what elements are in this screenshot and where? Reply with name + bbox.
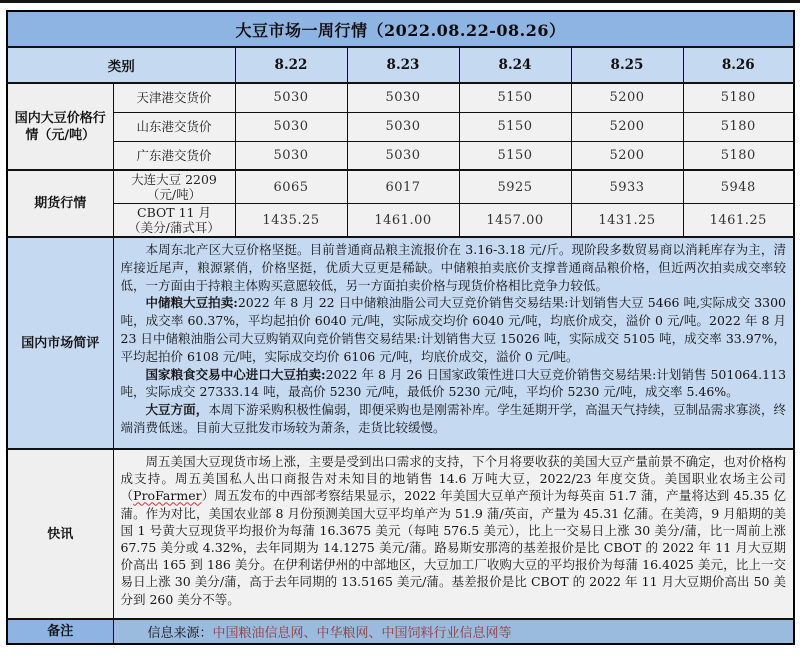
review-paragraph-lead: 大豆方面， [145, 402, 209, 418]
section-label-news: 快讯 [7, 449, 113, 619]
futures-name-line2: （元/吨） [146, 187, 202, 202]
profarmer-spellcheck-word: ProFarmer [133, 488, 202, 504]
row-label-cbot-november [113, 204, 235, 238]
row-label-tianjin-port: 天津港交货价 [113, 83, 235, 112]
report-title: 大豆市场一周行情（2022.08.22-08.26） [7, 11, 794, 47]
review-paragraph-text: 2022 年 8 月 22 日中储粮油脂公司大豆竞价销售交易结果:计划销售大豆 5466 吨,实际成交 3300 吨，成交率 60.37%，平均起拍价 6040 元/吨，实际成交均价 6040 元/吨，均底价成交，溢价 0 元/吨。2022 年 8 月 23 日中储粮油脂公司大豆购销双向竞价销售交易结果:计划销售大豆 15026 吨，实际成交 5105 吨，成交率 33.97%，平均起拍价 6108 元/吨，实际成交均价 6106 元/吨，均底价成交，溢价 0 元/吨。 [120, 295, 787, 364]
window-top-edge [0, 0, 800, 3]
price-cell: 5030 [347, 141, 459, 170]
review-paragraph [121, 366, 787, 402]
review-paragraph-text: 本周下游采购积极性偏弱，即便采购也是刚需补库。学生延期开学，高温天气持续，豆制品需求寡淡，终端消费低迷。目前大豆批发市场较为萧条，走货比较缓慢。 [120, 402, 787, 435]
review-paragraph-lead: 国家粮食交易中心进口大豆拍卖: [145, 366, 326, 382]
price-cell: 5150 [459, 112, 571, 141]
price-cell: 1435.25 [235, 204, 347, 238]
market-review-body [113, 237, 794, 449]
price-cell: 5030 [235, 112, 347, 141]
price-cell: 5150 [459, 83, 571, 112]
news-body [113, 449, 794, 619]
section-label-remark: 备注 [7, 619, 113, 644]
row-label-guangdong-port: 广东港交货价 [113, 141, 235, 170]
review-paragraph [121, 294, 787, 365]
price-cell: 5180 [683, 83, 794, 112]
remark-source-text: 中国粮油信息网、中华粮网、中国饲料行业信息网等 [212, 626, 512, 641]
review-paragraph [121, 401, 787, 437]
soybean-weekly-report-table [6, 10, 795, 645]
section-label-market-review: 国内市场简评 [7, 237, 113, 449]
price-cell: 5200 [571, 112, 683, 141]
review-paragraph-lead: 中储粮大豆拍卖: [145, 295, 238, 311]
price-cell: 5030 [347, 112, 459, 141]
price-cell: 6017 [347, 170, 459, 204]
futures-name-line1: 大连大豆 2209 [131, 172, 217, 187]
price-cell: 1461.00 [347, 204, 459, 238]
price-cell: 6065 [235, 170, 347, 204]
news-text-part2: ）周五发布的中西部考察结果显示，2022 年美国大豆单产预计为每英亩 51.7 蒲，产量将达到 45.35 亿蒲。作为对比，美国农业部 8 月份预测美国大豆平均单产为 51.9 蒲/英亩，产量为 45.31 亿蒲。在美湾，9 月船期的美国 1 号黄大豆现货平均报价为每蒲 16.3675 美元（每吨 576.5 美元），比上一交易日上涨 30 美分/蒲，比一周前上涨 67.75 美分或 4.32%，去年同期为 14.1275 美元/蒲。路易斯安那湾的基差报价是比 CBOT 的 2022 年 11 月大豆期价高出 165 到 186 美分。在伊利诺伊州的中部地区，大豆加工厂收购大豆的平均报价为每蒲 16.4025 美元，比上一交易日上涨 30 美分/蒲，高于去年同期的 13.5165 美元/蒲。基差报价是比 CBOT 的 2022 年 11 月大豆期价高出 50 美分到 260 美分不等。 [120, 488, 787, 607]
remark-body [113, 619, 794, 644]
row-label-shandong-port: 山东港交货价 [113, 112, 235, 141]
price-cell: 1461.25 [683, 204, 794, 238]
column-header-date-2: 8.23 [347, 47, 459, 83]
column-header-date-3: 8.24 [459, 47, 571, 83]
review-paragraph-text: 本周东北产区大豆价格坚挺。目前普通商品粮主流报价在 3.16-3.18 元/斤。现阶段多数贸易商以消耗库存为主，清库接近尾声，粮源紧俏，价格坚挺，优质大豆更是稀缺。中储粮拍卖底价支撑普通商品粮价格，但近两次拍卖成交率较低，一方面由于持粮主体购买意愿较低，另一方面拍卖价格与现货价格相比竞争力较低。 [120, 242, 787, 293]
futures-name-line1: CBOT 11 月 [137, 205, 211, 220]
column-header-date-1: 8.22 [235, 47, 347, 83]
review-paragraph [121, 241, 787, 294]
remark-source-prefix: 信息来源： [147, 626, 213, 641]
price-cell: 5925 [459, 170, 571, 204]
row-group-label-futures: 期货行情 [7, 170, 113, 237]
price-cell: 1431.25 [571, 204, 683, 238]
price-cell: 5030 [235, 141, 347, 170]
row-label-dalian-soybean-2209 [113, 170, 235, 204]
price-cell: 5150 [459, 141, 571, 170]
row-group-label-domestic-prices: 国内大豆价格行情（元/吨） [7, 83, 113, 170]
price-cell: 5030 [347, 83, 459, 112]
column-header-category: 类别 [7, 47, 235, 83]
price-cell: 5200 [571, 141, 683, 170]
price-cell: 5180 [683, 112, 794, 141]
review-paragraph-text: 2022 年 8 月 26 日国家政策性进口大豆竞价销售交易结果:计划销售 501064.113 吨，实际成交 27333.14 吨，最高价 5230 元/吨，最低价 5230 元/吨，平均价 5230 元/吨，成交率 5.46%。 [120, 366, 787, 400]
column-header-date-5: 8.26 [683, 47, 794, 83]
futures-name-line2: （美分/蒲式耳） [128, 220, 220, 235]
news-paragraph [121, 453, 787, 608]
price-cell: 5030 [235, 83, 347, 112]
price-cell: 5200 [571, 83, 683, 112]
price-cell: 1457.00 [459, 204, 571, 238]
price-cell: 5933 [571, 170, 683, 204]
price-cell: 5948 [683, 170, 794, 204]
column-header-date-4: 8.25 [571, 47, 683, 83]
news-text-part1: 周五美国大豆现货市场上涨，主要是受到出口需求的支持，下个月将要收获的美国大豆产量前景不确定，也对价格构成支持。周五美国私人出口商报告对未知目的地销售 14.6 万吨大豆，2022/23 年度交货。美国职业农场主公司（ [120, 454, 787, 504]
price-cell: 5180 [683, 141, 794, 170]
